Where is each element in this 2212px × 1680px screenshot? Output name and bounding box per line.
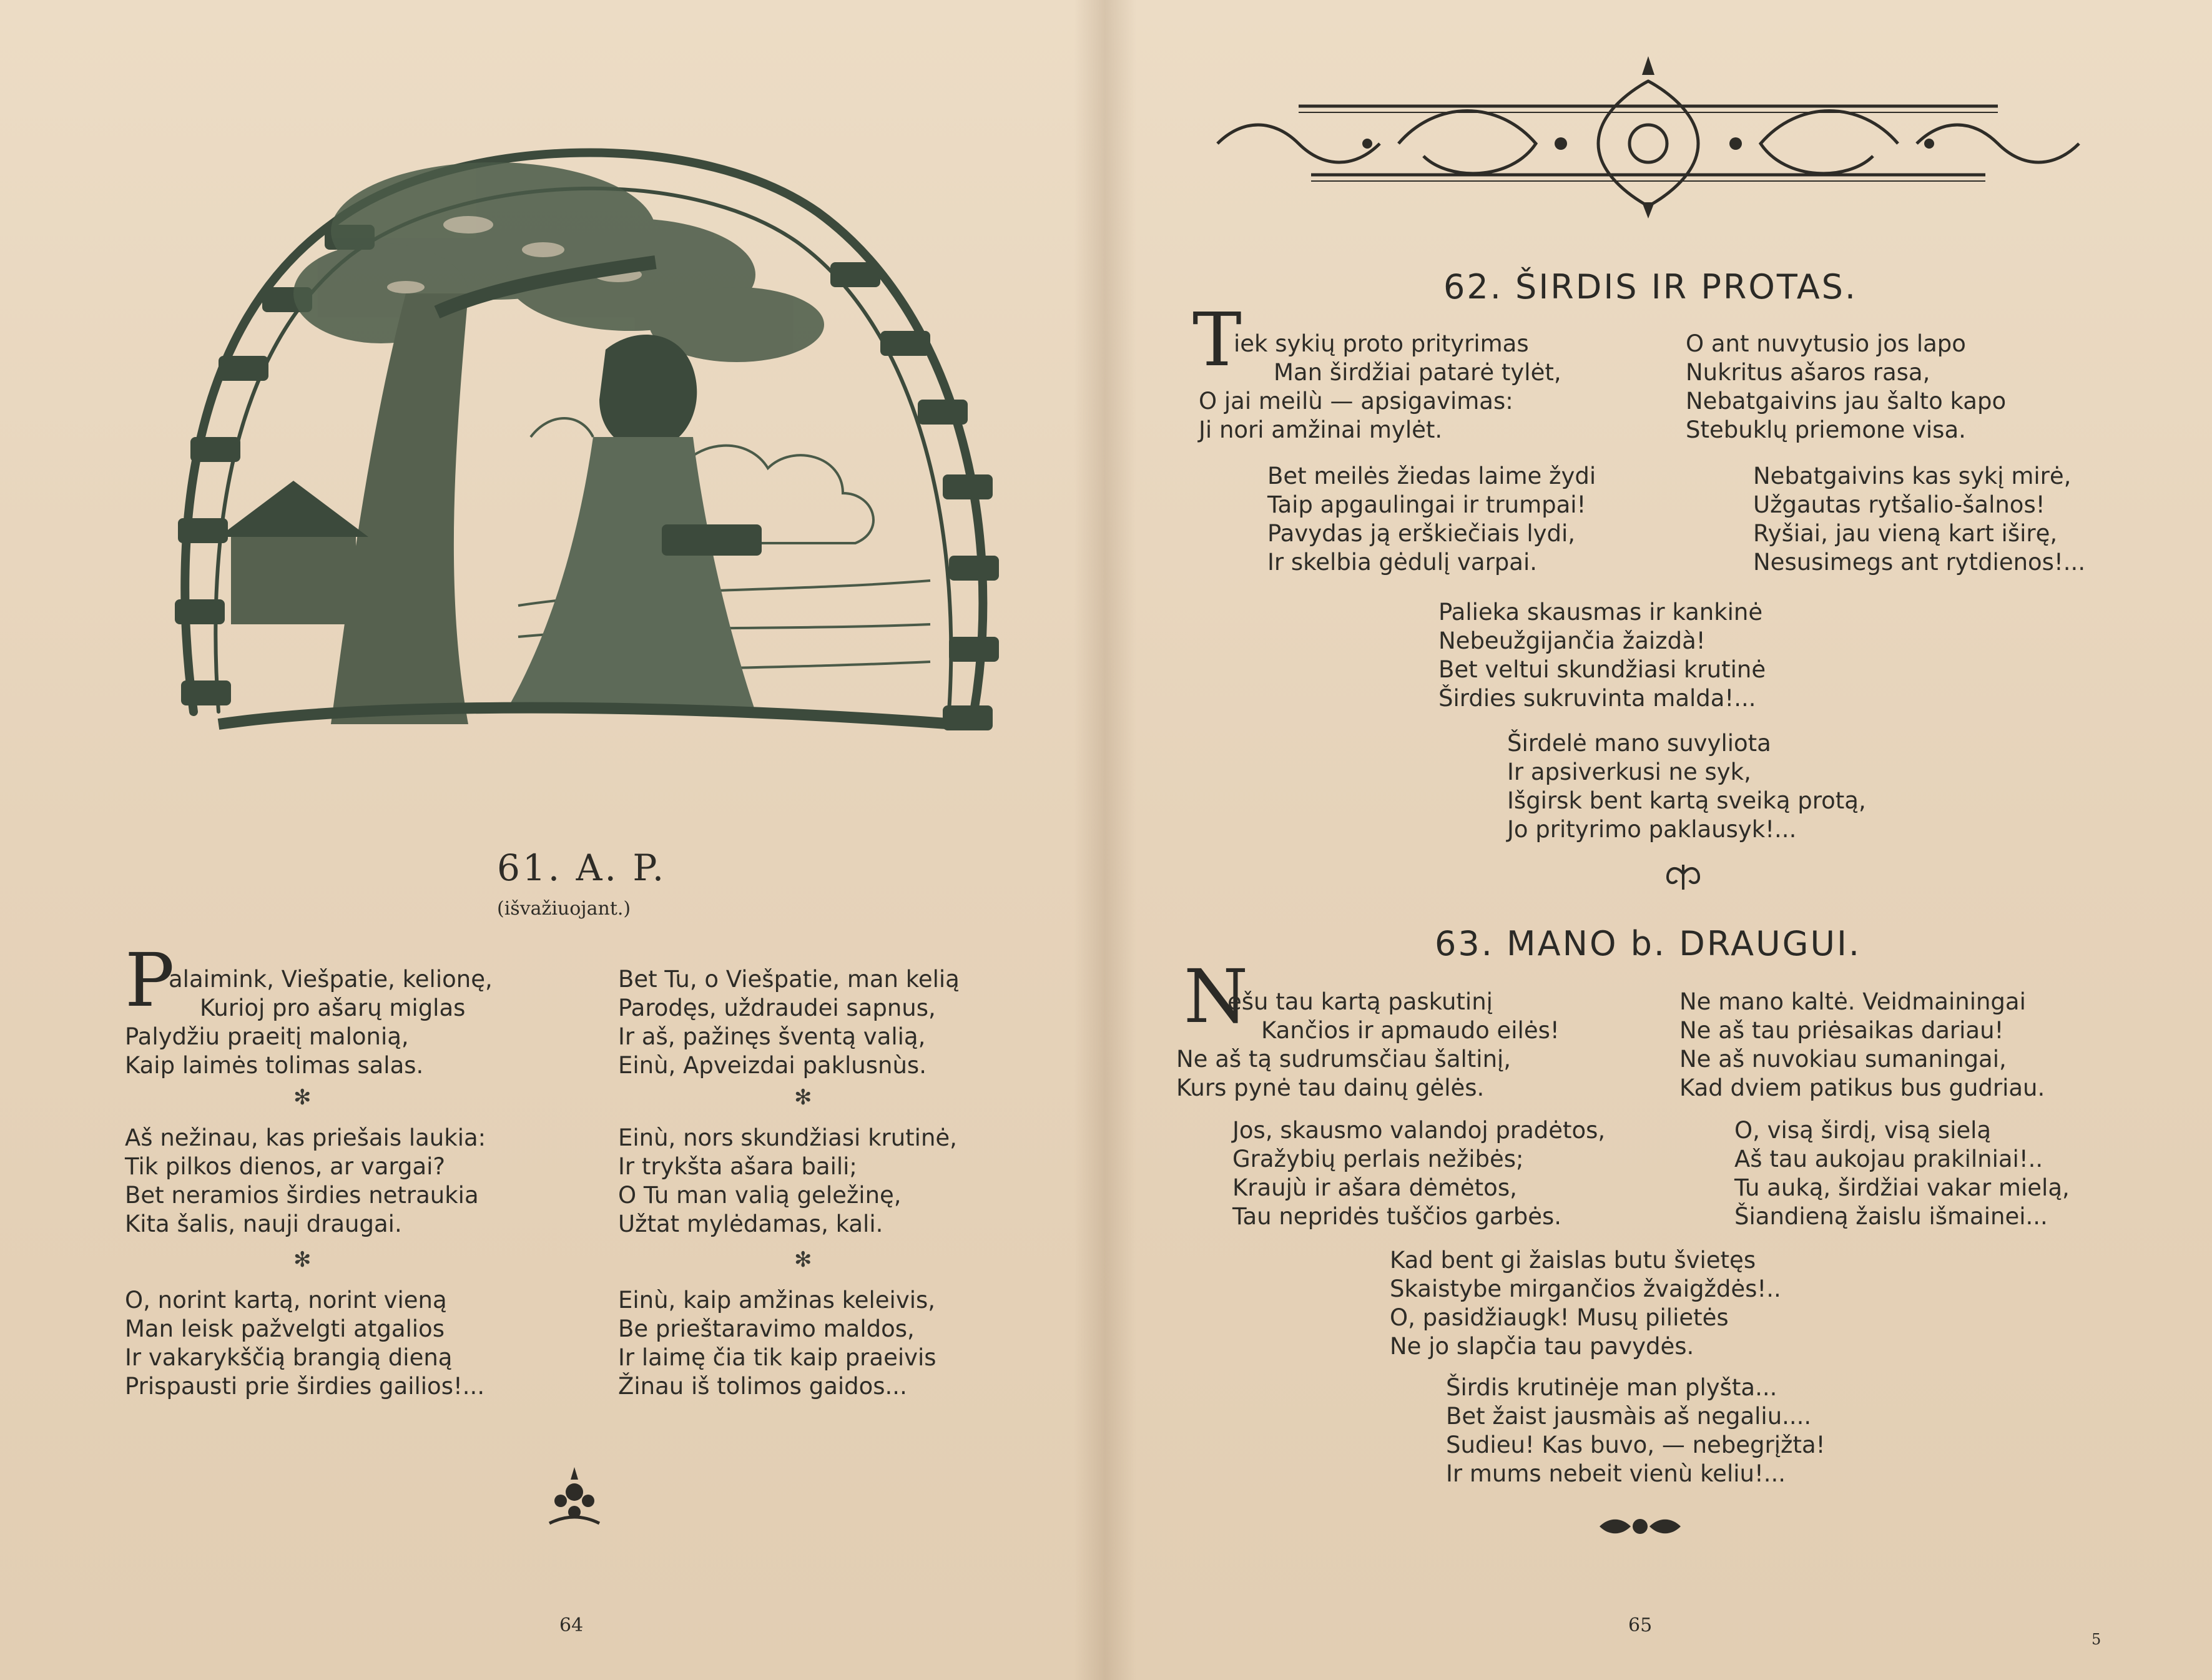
verse-line: Ir mums nebeit vienù keliu!... [1446,1460,1786,1487]
verse-line: Ir laimę čia tik kaip praeivis [618,1344,936,1371]
verse-line: Kraujù ir ašara dėmėtos, [1232,1174,1517,1201]
verse-line: Stebuklų priemone visa. [1686,416,1966,443]
verse-line: Ji nori amžinai mylėt. [1199,416,1443,443]
verse-line: Žinau iš tolimos gaidos... [618,1373,907,1400]
p62-stanza2-col1 [1267,462,1596,577]
verse-line: Nebeužgijančia žaizdà! [1438,627,1706,654]
verse-line: ešu tau kartą paskutinį [1227,988,1493,1015]
verse-line: O, pasidžiaugk! Musų pilietės [1390,1304,1729,1331]
p63-stanza3 [1390,1246,1781,1361]
floral-vignette-icon [537,1461,612,1536]
p62-stanza2-col2 [1753,462,2085,577]
verse-line: Ne aš tau priėsaikas dariau! [1679,1017,2004,1044]
drop-cap: P [125,937,175,1023]
verse-line: Užtat mylėdamas, kali. [618,1211,883,1237]
fleuron-icon [1664,862,1702,893]
verse-line: Kad bent gi žaislas butu švietęs [1390,1247,1756,1274]
separator-star: ✻ [794,1085,812,1110]
stanza-2-col1 [125,1124,486,1239]
verse-line: Tik pilkos dienos, ar vargai? [125,1153,446,1180]
p62-stanza3 [1438,598,1766,713]
p62-stanza1-col1 [1199,358,1561,445]
signature-mark: 5 [2092,1631,2101,1648]
verse-line: Einù, kaip amžinas keleivis, [618,1287,936,1314]
stanza-2-col2 [618,1124,957,1239]
verse-line: Ne aš tą sudrumsčiau šaltinį, [1176,1046,1512,1073]
verse-line: Bet žaist jausmàis aš negaliu.... [1446,1403,1812,1430]
p63-stanza1-line1 [1227,988,1493,1016]
verse-line: Kad dviem patikus bus gudriau. [1679,1074,2045,1101]
verse-line: Gražybių perlais nežibės; [1232,1146,1524,1172]
separator-star: ✻ [794,1247,812,1272]
verse-line: Nesusimegs ant rytdienos!... [1753,549,2086,576]
p62-stanza4 [1507,729,1866,844]
verse-line: alaimink, Viešpatie, kelionę, [169,966,493,993]
verse-line: Ir aš, pažinęs šventą valią, [618,1023,926,1050]
verse-line: Be prieštaravimo maldos, [618,1315,915,1342]
verse-line: Ne jo slapčia tau pavydės. [1390,1333,1694,1360]
verse-line: Bet meilės žiedas laime žydi [1267,463,1596,489]
verse-line: Jo prityrimo paklausyk!... [1507,816,1797,843]
p63-stanza1-col1 [1176,1016,1560,1103]
verse-line: Ir skelbia gėdulį varpai. [1267,549,1538,576]
verse-line: Ir apsiverkusi ne syk, [1507,759,1751,785]
verse-line: Širdies sukruvinta malda!... [1438,685,1756,712]
verse-line: Taip apgaulingai ir trumpai! [1267,491,1586,518]
stanza-1-col1 [169,965,493,994]
verse-line: Palieka skausmas ir kankinė [1438,599,1763,626]
verse-line: Ir trykšta ašara baili; [618,1153,857,1180]
verse-line: O ant nuvytusio jos lapo [1686,330,1966,357]
poem-62-title: 62. ŠIRDIS IR PROTAS. [1443,267,1858,307]
p63-stanza1-col2 [1679,988,2045,1103]
verse-line: O Tu man valią geležinę, [618,1182,902,1209]
verse-line: Pavydas ją erškiečiais lydi, [1267,520,1576,547]
poem-subtitle: (išvažiuojant.) [497,898,631,920]
verse-line: Kančios ir apmaudo eilės! [1261,1017,1560,1044]
separator-star: ✻ [293,1085,312,1110]
verse-line: Širdelė mano suvyliota [1507,730,1771,757]
verse-line: Užgautas rytšalio-šalnos! [1753,491,2045,518]
verse-line: Einù, Apveizdai paklusnùs. [618,1052,927,1079]
verse-line: Einù, nors skundžiasi krutinė, [618,1124,957,1151]
verse-line: Ne aš nuvokiau sumaningai, [1679,1046,2007,1073]
verse-line: Man leisk pažvelgti atgalios [125,1315,445,1342]
p63-stanza2-col2 [1734,1116,2070,1231]
book-gutter [1074,0,1136,1680]
stanza-3-col2 [618,1286,936,1401]
page-number-right: 65 [1628,1614,1653,1636]
drop-cap-t: T [1192,297,1242,383]
verse-line: Parodęs, uždraudei sapnus, [618,995,936,1021]
verse-line: Kaip laimės tolimas salas. [125,1052,424,1079]
stanza-1-col1-rest [125,994,465,1080]
verse-line: Šiandieną žaislu išmainei... [1734,1203,2048,1230]
verse-line: O, visą širdį, visą sielą [1734,1117,1992,1144]
p63-stanza2-col1 [1232,1116,1605,1231]
verse-line: Ir vakarykščią brangią dieną [125,1344,453,1371]
verse-line: Palydžiu praeitį malonią, [125,1023,409,1050]
poem-title: 61. A. P. [497,847,667,889]
poem-63-title: 63. MANO b. DRAUGUI. [1435,924,1862,963]
verse-line: Išgirsk bent kartą sveiką protą, [1507,787,1866,814]
scroll-header-ornament [1211,50,2085,225]
verse-line: Skaistybe mirgančios žvaigždės!.. [1390,1275,1781,1302]
drop-cap-n: N [1184,953,1249,1039]
separator-star: ✻ [293,1247,312,1272]
verse-line: Kurs pynė tau dainų gėlės. [1176,1074,1485,1101]
verse-line: Jos, skausmo valandoj pradėtos, [1232,1117,1606,1144]
verse-line: Ne mano kaltė. Veidmainingai [1679,988,2026,1015]
stanza-3-col1 [125,1286,484,1401]
verse-line: Man širdžiai patarė tylėt, [1274,359,1561,386]
verse-line: Aš nežinau, kas priešais laukia: [125,1124,486,1151]
verse-line: Bet Tu, o Viešpatie, man kelią [618,966,960,993]
p62-stanza1-line1 [1234,330,1529,358]
page-number-left: 64 [559,1614,584,1636]
verse-line: Kita šalis, nauji draugai. [125,1211,402,1237]
verse-line: O, norint kartą, norint vieną [125,1287,447,1314]
p63-stanza4 [1446,1373,1825,1488]
tree-girl-reading-illustration [144,87,1018,805]
verse-line: Tau nepridės tuščios garbės. [1232,1203,1562,1230]
stanza-1-col2 [618,965,960,1080]
verse-line: Prispausti prie širdies gailios!... [125,1373,485,1400]
p62-stanza1-col2 [1686,330,2006,445]
verse-line: Nebatgaivins kas sykį mirė, [1753,463,2072,489]
verse-line: Nebatgaivins jau šalto kapo [1686,388,2007,415]
tailpiece-ornament-icon [1593,1511,1687,1542]
verse-line: Nukritus ašaros rasa, [1686,359,1930,386]
verse-line: Ryšiai, jau vieną kart iširę, [1753,520,2058,547]
verse-line: iek sykių proto prityrimas [1234,330,1529,357]
verse-line: Aš tau aukojau prakilniai!.. [1734,1146,2043,1172]
verse-line: Sudieu! Kas buvo, — nebegrįžta! [1446,1432,1826,1458]
verse-line: O jai meilù — apsigavimas: [1199,388,1513,415]
verse-line: Tu auką, širdžiai vakar mielą, [1734,1174,2070,1201]
verse-line: Bet veltui skundžiasi krutinė [1438,656,1766,683]
verse-line: Kurioj pro ašarų miglas [200,995,466,1021]
verse-line: Širdis krutinėje man plyšta... [1446,1374,1777,1401]
verse-line: Bet neramios širdies netraukia [125,1182,479,1209]
